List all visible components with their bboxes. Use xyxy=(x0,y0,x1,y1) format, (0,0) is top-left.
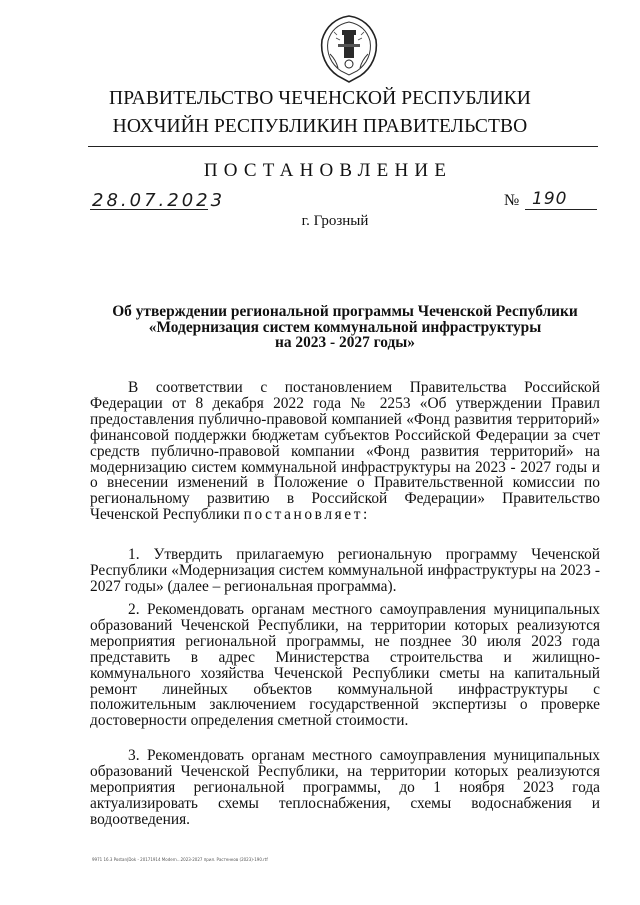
title-line-2: «Модернизация систем коммунальной инфраструктуры xyxy=(148,318,542,336)
document-title xyxy=(90,304,600,351)
city: г. Грозный xyxy=(301,213,369,229)
date-underline xyxy=(90,209,208,210)
number-sign: № xyxy=(504,192,520,209)
preamble-text: В соответствии с постановлением Правительства Российской Федерации от 8 декабря 2022 года № 2253 «Об утверждении Правил предоставления публично-правовой компанией «Фонд развития территорий» финансовой поддержки бюджетам субъектов Российской Федерации за счет средств публично-правовой компании «Фонд развития территорий» на модернизацию систем коммунальной инфраструктуры на 2023 - 2027 годы и о внесении изменений в Положение о Правительственной комиссии по региональному развитию в Российской Федерации» Правительство Чеченской Республики xyxy=(90,379,600,524)
clause-3: 3. Рекомендовать органам местного самоуправления муниципальных образований Чеченской Республики, на территории которых реализуются мероприятия региональной программы, до 1 ноября 2023 года актуализировать схемы теплоснабжения, схемы водоснабжения и водоотведения. xyxy=(90,747,600,828)
title-line-1: Об утверждении региональной программы Чеченской Республики xyxy=(112,303,578,320)
decree-date: 28.07.2023 xyxy=(92,190,226,211)
preamble-paragraph xyxy=(90,380,600,523)
header-divider xyxy=(88,146,598,147)
title-line-3: на 2023 - 2027 годы» xyxy=(275,334,415,351)
clause-2: 2. Рекомендовать органам местного самоуправления муниципальных образований Чеченской Республики, на территории которых реализуются мероприятия региональной программы, не позднее 30 июля 2023 года представить в адрес Министерства строительства и жилищно-коммунального хозяйства Чеченской Республики сметы на капитальный ремонт линейных объектов коммунальной инфраструктуры с положительным заключением государственной экспертизы о проверке достоверности определения сметной стоимости. xyxy=(90,601,600,730)
decree-number: 190 xyxy=(532,189,568,209)
resolves-word: постановляет: xyxy=(243,506,370,524)
government-name-chechen: НОХЧИЙН РЕСПУБЛИКИН ПРАВИТЕЛЬСТВО xyxy=(112,116,528,137)
coat-of-arms-icon xyxy=(316,14,382,84)
number-underline xyxy=(525,209,597,210)
document-type: ПОСТАНОВЛЕНИЕ xyxy=(203,160,453,181)
government-name-russian: ПРАВИТЕЛЬСТВО ЧЕЧЕНСКОЙ РЕСПУБЛИКИ xyxy=(109,88,531,109)
file-reference: 9971 16.3 Postan|Dok - 20171914 Modern...2023-2027 прил. Растенков (2023)-190.rtf xyxy=(92,857,268,862)
clause-1: 1. Утвердить прилагаемую региональную программу Чеченской Республики «Модернизация систем коммунальной инфраструктуры на 2023 - 2027 годы» (далее – региональная программа). xyxy=(90,546,600,595)
